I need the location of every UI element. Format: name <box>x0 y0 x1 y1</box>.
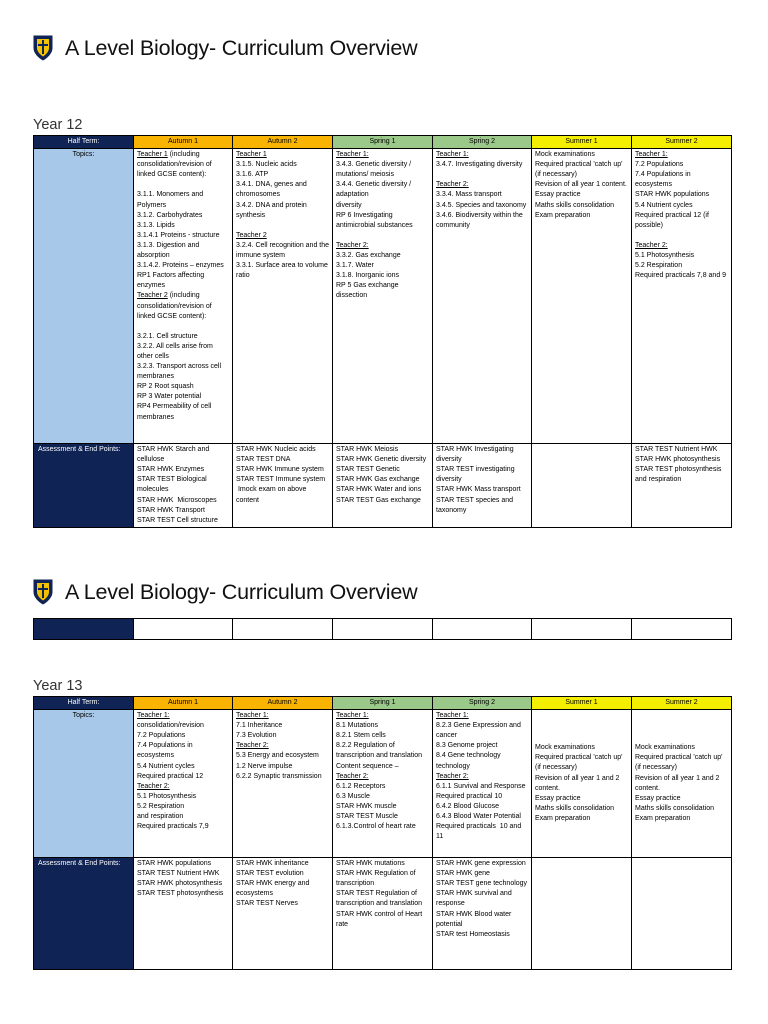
cell-line <box>236 221 329 231</box>
cell-line: 3.4.1. DNA, genes and chromosomes <box>236 181 309 199</box>
topics-label: Topics: <box>34 710 134 858</box>
cell-line: diversity <box>336 201 362 209</box>
cell-line: STAR HWK photosynthesis <box>635 456 721 464</box>
cell-line: Essay practice <box>535 794 581 802</box>
cell-line: Revision of all year 1 content. <box>535 181 627 189</box>
teacher-heading: Teacher 2: <box>635 241 668 249</box>
cell-line: 3.4.7. Investigating diversity <box>436 161 523 169</box>
teacher-heading: Teacher 2: <box>436 772 469 780</box>
cell-line: Required practical 'catch up' (if necessary) <box>535 754 625 772</box>
cell-line: STAR TEST photosynthesis and respiration <box>635 466 724 484</box>
cell-line: STAR HWK Microscopes <box>137 496 217 504</box>
assessment-row <box>34 858 732 970</box>
half-term-header: Half Term: <box>34 697 134 710</box>
summer1-header: Summer 1 <box>532 697 632 710</box>
teacher-heading: Teacher 1: <box>436 151 469 159</box>
cell-line: Imock exam on above content <box>236 486 309 504</box>
cell-line: STAR HWK populations <box>137 860 212 868</box>
cell-line: STAR TEST Cell structure <box>137 516 218 524</box>
assessment-label: Assessment & End Points: <box>34 858 134 970</box>
cell-line <box>137 180 229 190</box>
cell-line: STAR HWK mutations <box>336 860 405 868</box>
cell-line: Required practicals 10 and 11 <box>436 823 524 841</box>
autumn2-header: Autumn 2 <box>233 136 333 149</box>
cell-line: STAR HWK Regulation of transcription <box>336 870 418 888</box>
cell-line: 7.4 Populations in ecosystems <box>635 171 693 189</box>
assessment-cell <box>532 444 632 528</box>
cell-line: STAR HWK gene expression <box>436 860 526 868</box>
cell-line: 6.4.3 Blood Water Potential <box>436 813 521 821</box>
cell-line: Required practical 10 <box>436 792 503 800</box>
cell-line: Maths skills consolidation <box>535 804 614 812</box>
spring2-header: Spring 2 <box>433 136 532 149</box>
cell-line: Mock examinations <box>535 151 595 159</box>
cell-line: STAR TEST Muscle <box>336 813 398 821</box>
cell-line: STAR HWK Water and ions <box>336 486 422 494</box>
cell-line: STAR HWK muscle <box>336 802 397 810</box>
cell-line: 3.1.5. Nucleic acids <box>236 161 297 169</box>
teacher-heading: Teacher 1: <box>635 151 668 159</box>
cell-line: STAR TEST Regulation of transcription and translation <box>336 890 422 908</box>
cell-line: 8.4 Gene technology technology <box>436 752 503 770</box>
autumn2-header: Autumn 2 <box>233 697 333 710</box>
cell-line: 6.1.3.Control of heart rate <box>336 823 416 831</box>
header-row <box>34 136 732 149</box>
cell-line <box>436 711 528 721</box>
cell-line: Exam preparation <box>535 211 591 219</box>
assessment-cell <box>632 858 732 970</box>
cell-line: 3.1.8. Inorganic ions <box>336 272 400 280</box>
cell-line: 8.3 Genome project <box>436 742 498 750</box>
cell-line: 8.2.1 Stem cells <box>336 732 386 740</box>
cell-line: 3.3.2. Gas exchange <box>336 252 401 260</box>
blank-cell <box>532 619 632 640</box>
cell-line: 3.4.4. Genetic diversity / adaptation <box>336 181 414 199</box>
assessment-cell <box>333 444 433 528</box>
cell-line: RP 3 Water potential <box>137 393 202 401</box>
cell-line: Exam preparation <box>635 814 691 822</box>
topics-row <box>34 149 732 444</box>
cell-line: STAR TEST Genetic <box>336 466 400 474</box>
blank-cell <box>433 619 532 640</box>
cell-line: STAR HWK gene <box>436 870 490 878</box>
assessment-label: Assessment & End Points: <box>34 444 134 528</box>
topics-cell <box>532 710 632 858</box>
cell-line: 1.2 Nerve impulse <box>236 762 293 770</box>
topics-cell <box>233 149 333 444</box>
teacher-heading: Teacher 2 <box>236 231 267 239</box>
page-header <box>33 32 417 64</box>
teacher-heading: Teacher 2: <box>137 782 170 790</box>
cell-line <box>436 150 528 160</box>
cell-line: 3.1.6. ATP <box>236 171 269 179</box>
summer2-header: Summer 2 <box>632 697 732 710</box>
teacher-heading: Teacher 1 <box>137 151 168 159</box>
cell-line: STAR TEST Nutrient HWK <box>137 870 220 878</box>
assessment-cell <box>632 444 732 528</box>
cell-line: 5.4 Nutrient cycles <box>137 762 195 770</box>
cell-line <box>436 180 528 190</box>
assessment-cell <box>233 858 333 970</box>
cell-line: Required practical 'catch up' (if necessary) <box>535 161 625 179</box>
cell-line: 3.3.1. Surface area to volume ratio <box>236 262 330 280</box>
summer2-header: Summer 2 <box>632 136 732 149</box>
cell-line: 3.4.3. Genetic diversity / mutations/ meiosis <box>336 161 414 179</box>
cell-line: Essay practice <box>635 794 681 802</box>
topics-cell <box>333 149 433 444</box>
cell-line: STAR HWK Enzymes <box>137 466 205 474</box>
cell-line: 3.1.1. Monomers and Polymers <box>137 191 206 209</box>
cell-line <box>137 711 229 721</box>
cell-line: Mock examinations <box>635 744 695 752</box>
cell-line: Maths skills consolidation <box>535 201 614 209</box>
spring1-header: Spring 1 <box>333 136 433 149</box>
cell-line <box>236 150 329 160</box>
cell-line <box>236 231 329 241</box>
autumn1-header: Autumn 1 <box>134 697 233 710</box>
cell-line: Required practicals 7,8 and 9 <box>635 272 727 280</box>
cell-line: 3.2.1. Cell structure <box>137 332 198 340</box>
cell-line: 3.1.7. Water <box>336 262 374 270</box>
cell-line: STAR HWK Transport <box>137 506 205 514</box>
teacher-heading: Teacher 2: <box>336 772 369 780</box>
cell-line: STAR TEST gene technology <box>436 880 528 888</box>
assessment-cell <box>433 858 532 970</box>
cell-line: Mock examinations <box>535 744 595 752</box>
cell-line: STAR test Homeostasis <box>436 930 510 938</box>
school-crest-icon <box>33 35 53 61</box>
cell-line <box>236 741 329 751</box>
blank-row <box>34 619 732 640</box>
cell-line: 6.1.2 Receptors <box>336 782 386 790</box>
cell-line: STAR HWK inheritance <box>236 860 309 868</box>
spring2-header: Spring 2 <box>433 697 532 710</box>
cell-line: STAR HWK survival and response <box>436 890 514 908</box>
cell-line: 3.4.6. Biodiversity within the community <box>436 211 525 229</box>
topics-label: Topics: <box>34 149 134 444</box>
cell-line: 7.4 Populations in ecosystems <box>137 742 195 760</box>
assessment-cell <box>532 858 632 970</box>
topics-cell <box>134 710 233 858</box>
topics-cell <box>632 710 732 858</box>
cell-line: Maths skills consolidation <box>635 804 714 812</box>
cell-line: 3.2.3. Transport across cell membranes <box>137 363 223 381</box>
cell-line: STAR TEST Biological molecules <box>137 476 209 494</box>
cell-line: Exam preparation <box>535 814 591 822</box>
cell-line: 5.1 Photosynthesis <box>137 792 197 800</box>
cell-line: STAR TEST photosynthesis <box>137 890 224 898</box>
cell-line: STAR TEST investigating diversity <box>436 466 517 484</box>
cell-line: STAR HWK photosynthesis <box>137 880 223 888</box>
blank-cell <box>632 619 732 640</box>
teacher-heading: Teacher 2: <box>436 181 469 189</box>
cell-line: Revision of all year 1 and 2 content. <box>635 774 722 792</box>
cell-line: RP4 Permeability of cell membranes <box>137 403 214 421</box>
cell-line: 3.1.4.2. Proteins – enzymes <box>137 262 224 270</box>
cell-line: STAR TEST Nerves <box>236 900 298 908</box>
spring1-header: Spring 1 <box>333 697 433 710</box>
cell-line: STAR TEST DNA <box>236 456 291 464</box>
cell-line: Essay practice <box>535 191 581 199</box>
cell-line: 5.2 Respiration <box>635 262 683 270</box>
cell-line <box>137 782 229 792</box>
teacher-heading: Teacher 2: <box>336 241 369 249</box>
cell-line: 3.1.4.1 Proteins - structure <box>137 231 220 239</box>
cell-line: Required practical 12 (if possible) <box>635 211 711 229</box>
year-label: Year 13 <box>33 678 83 694</box>
cell-line: RP 6 Investigating antimicrobial substances <box>336 211 413 229</box>
cell-line: STAR HWK energy and ecosystems <box>236 880 312 898</box>
cell-line: STAR HWK Blood water potential <box>436 910 514 928</box>
cell-line: 7.2 Populations <box>635 161 684 169</box>
cell-line: STAR TEST Nutrient HWK <box>635 446 718 454</box>
cell-line: and respiration <box>137 813 184 821</box>
topics-row <box>34 710 732 858</box>
cell-line: STAR HWK Immune system <box>236 466 324 474</box>
cell-line: Content sequence – <box>336 762 399 770</box>
autumn1-header: Autumn 1 <box>134 136 233 149</box>
cell-line: STAR HWK Investigating diversity <box>436 446 516 464</box>
cell-line <box>436 170 528 180</box>
blank-label-cell <box>34 619 134 640</box>
cell-line: 3.3.4. Mass transport <box>436 191 502 199</box>
cell-line: Required practicals 7,9 <box>137 823 209 831</box>
cell-line: 8.2.2 Regulation of transcription and translation <box>336 742 422 760</box>
teacher-heading: Teacher 1: <box>336 712 369 720</box>
assessment-row <box>34 444 732 528</box>
cell-line: Teacher 1 (including consolidation/revision of linked GCSE content): <box>137 151 214 179</box>
cell-line: 3.2.4. Cell recognition and the immune system <box>236 241 331 260</box>
cell-line: 6.2.2 Synaptic transmission <box>236 772 322 780</box>
cell-line: STAR HWK Meiosis <box>336 446 399 454</box>
cell-line: STAR HWK Gas exchange <box>336 476 420 484</box>
cell-line: 3.1.2. Carbohydrates <box>137 211 203 219</box>
page-title: A Level Biology- Curriculum Overview <box>65 579 418 604</box>
cell-line: 6.3 Muscle <box>336 792 370 800</box>
teacher-heading: Teacher 1: <box>137 712 170 720</box>
cell-line <box>436 772 528 782</box>
cell-line: 5.4 Nutrient cycles <box>635 201 693 209</box>
cell-line: 8.2.3 Gene Expression and cancer <box>436 722 523 740</box>
cell-line <box>336 150 429 160</box>
summer1-header: Summer 1 <box>532 136 632 149</box>
blank-strip <box>33 618 732 640</box>
cell-line <box>336 711 429 721</box>
cell-line <box>336 231 429 241</box>
cell-line: 3.1.3. Lipids <box>137 221 175 229</box>
cell-line: STAR HWK Genetic diversity <box>336 456 427 464</box>
cell-line <box>635 241 728 251</box>
teacher-heading: Teacher 2: <box>236 742 269 750</box>
cell-line: 7.3 Evolution <box>236 732 277 740</box>
teacher-heading: Teacher 1 <box>236 151 267 159</box>
cell-line: Revision of all year 1 and 2 content. <box>535 774 622 792</box>
cell-line: Required practical 12 <box>137 772 204 780</box>
cell-line: Required practical 'catch up' (if necessary) <box>635 754 725 772</box>
cell-line: 8.1 Mutations <box>336 722 379 730</box>
topics-cell <box>433 149 532 444</box>
cell-line: 3.4.5. Species and taxonomy <box>436 201 527 209</box>
blank-cell <box>333 619 433 640</box>
teacher-heading: Teacher 2 <box>137 292 168 300</box>
cell-line <box>336 772 429 782</box>
cell-line <box>137 322 229 332</box>
cell-line: 3.2.2. All cells arise from other cells <box>137 342 215 360</box>
topics-cell <box>134 149 233 444</box>
cell-line <box>635 231 728 241</box>
topics-cell <box>532 149 632 444</box>
teacher-heading: Teacher 1: <box>336 151 369 159</box>
cell-line: 3.1.3. Digestion and absorption <box>137 241 202 260</box>
cell-line: RP 5 Gas exchange dissection <box>336 282 401 300</box>
cell-line: STAR HWK Mass transport <box>436 486 521 494</box>
cell-line: STAR TEST Gas exchange <box>336 496 421 504</box>
cell-line: consolidation/revision <box>137 722 204 730</box>
assessment-cell <box>433 444 532 528</box>
topics-cell <box>433 710 532 858</box>
cell-line: STAR HWK populations <box>635 191 710 199</box>
year-label: Year 12 <box>33 117 83 133</box>
school-crest-icon <box>33 579 53 605</box>
header-row <box>34 697 732 710</box>
cell-line: 6.1.1 Survival and Response <box>436 782 526 790</box>
cell-line <box>336 241 429 251</box>
cell-line: STAR HWK control of Heart rate <box>336 910 425 928</box>
teacher-heading: Teacher 1: <box>436 712 469 720</box>
assessment-cell <box>233 444 333 528</box>
cell-line: 5.1 Photosynthesis <box>635 252 695 260</box>
assessment-cell <box>134 444 233 528</box>
assessment-cell <box>134 858 233 970</box>
cell-line: 5.2 Respiration <box>137 802 185 810</box>
cell-line: 6.4.2 Blood Glucose <box>436 802 500 810</box>
cell-line: 3.4.2. DNA and protein synthesis <box>236 201 309 219</box>
cell-line: Teacher 2 (including consolidation/revision of linked GCSE content): <box>137 292 214 320</box>
cell-line: 7.1 Inheritance <box>236 722 283 730</box>
cell-line <box>236 711 329 721</box>
cell-line: STAR HWK Starch and cellulose <box>137 446 212 464</box>
blank-cell <box>134 619 233 640</box>
teacher-heading: Teacher 1: <box>236 712 269 720</box>
topics-cell <box>233 710 333 858</box>
blank-cell <box>233 619 333 640</box>
page-title: A Level Biology- Curriculum Overview <box>65 35 418 60</box>
cell-line <box>635 150 728 160</box>
cell-line: STAR TEST Immune system <box>236 476 326 484</box>
year12-table <box>33 135 732 528</box>
cell-line: RP1 Factors affecting enzymes <box>137 272 207 290</box>
cell-line: STAR TEST species and taxonomy <box>436 496 515 514</box>
topics-cell <box>333 710 433 858</box>
cell-line: RP 2 Root squash <box>137 383 194 391</box>
cell-line: STAR TEST evolution <box>236 870 304 878</box>
cell-line: 7.2 Populations <box>137 732 186 740</box>
year13-table <box>33 696 732 970</box>
half-term-header: Half Term: <box>34 136 134 149</box>
topics-cell <box>632 149 732 444</box>
cell-line: STAR HWK Nucleic acids <box>236 446 316 454</box>
cell-line: 5.3 Energy and ecosystem <box>236 752 319 760</box>
assessment-cell <box>333 858 433 970</box>
page-header <box>33 576 417 608</box>
